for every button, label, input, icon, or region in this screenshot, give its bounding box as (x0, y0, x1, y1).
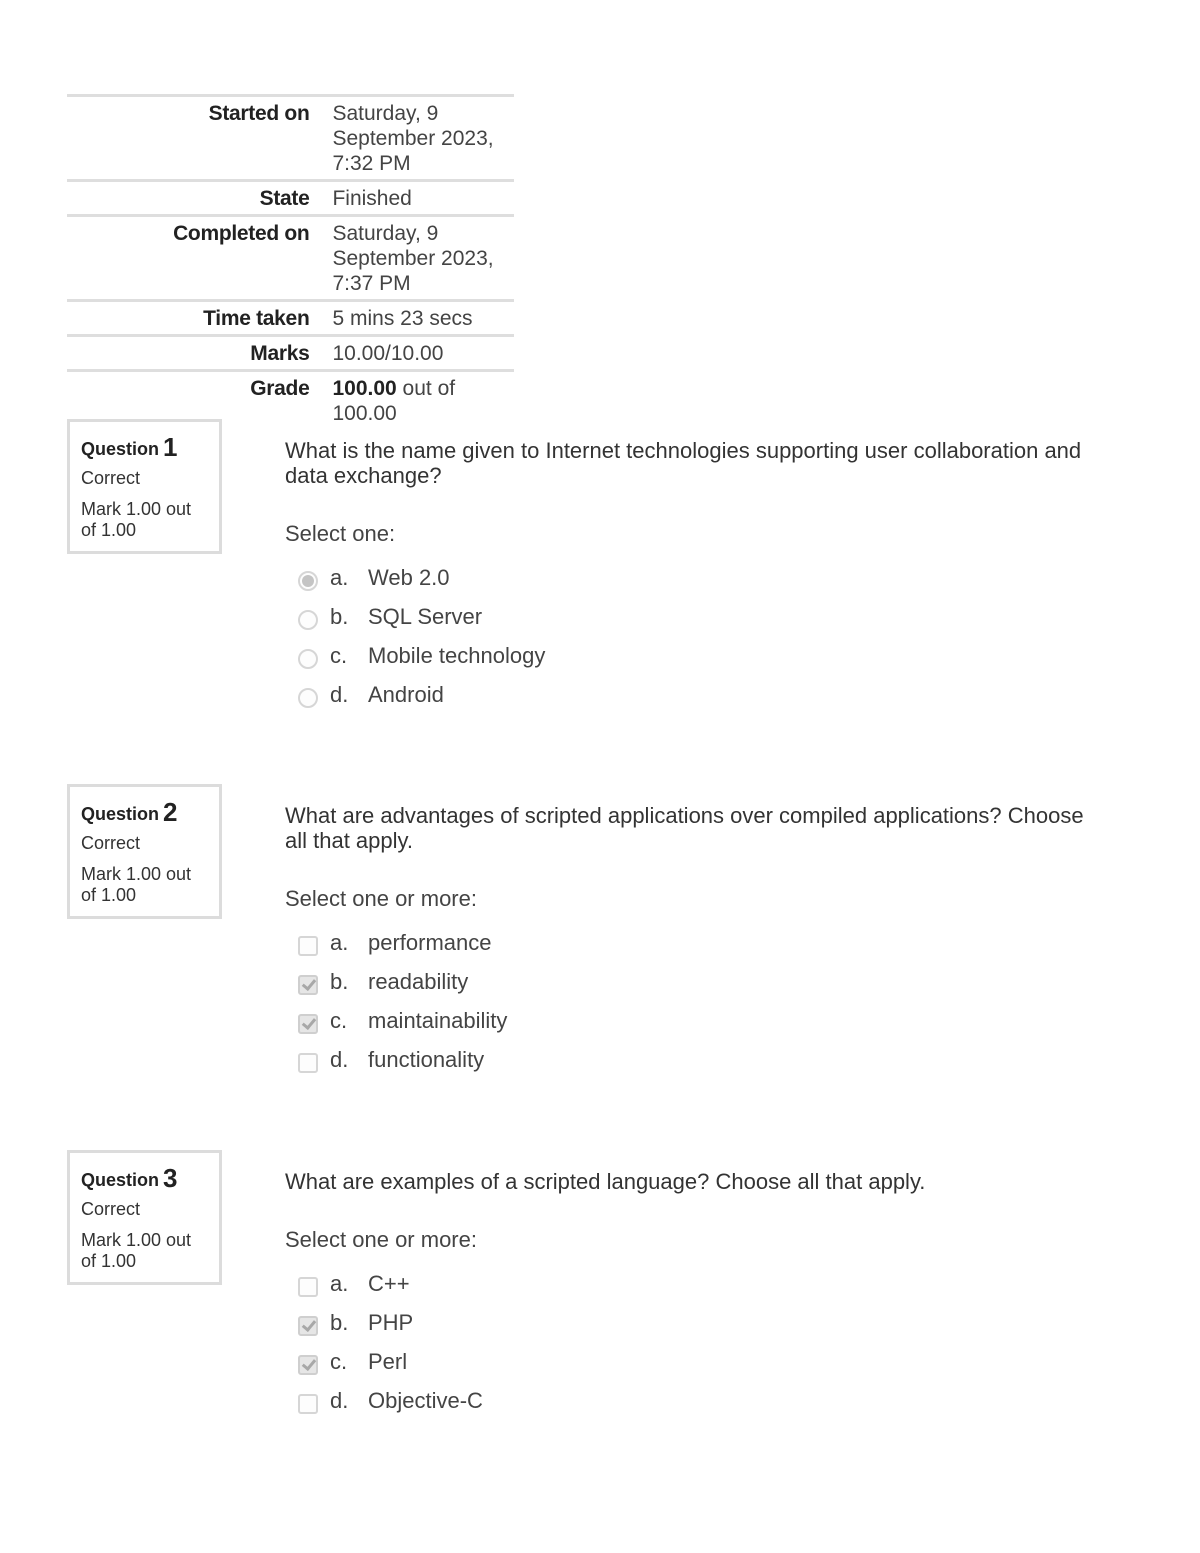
summary-row-time-taken (67, 301, 514, 336)
answer-option-d[interactable] (285, 675, 1105, 714)
answer-letter: c. (330, 1007, 348, 1033)
question-label: Question (81, 439, 160, 459)
answer-letter: b. (330, 603, 349, 629)
question-text: What are examples of a scripted language? Choose all that apply. (285, 1169, 926, 1194)
question-prompt: Select one or more: (285, 886, 477, 911)
checkbox[interactable] (298, 1394, 318, 1414)
answer-letter: c. (330, 1348, 348, 1374)
answer-list (285, 558, 1105, 714)
summary-label: Started on (208, 102, 310, 125)
question-prompt: Select one: (285, 521, 396, 546)
answer-text: performance (368, 929, 492, 955)
summary-value: 5 mins 23 secs (332, 307, 473, 330)
summary-row-started (67, 96, 514, 181)
summary-value: 10.00/10.00 (332, 342, 444, 365)
summary-row-completed (67, 216, 514, 301)
answer-text: C++ (368, 1270, 410, 1296)
checkbox-checked[interactable] (298, 1014, 318, 1034)
answer-option-b[interactable] (285, 962, 1105, 1001)
question-grade: Mark 1.00 out of 1.00 (81, 864, 192, 905)
question-number: 1 (163, 432, 178, 462)
answer-letter: a. (330, 929, 349, 955)
radio-button-checked[interactable] (298, 571, 318, 591)
summary-label: Completed on (173, 222, 310, 245)
answer-letter: d. (330, 1387, 349, 1413)
answer-text: Mobile technology (368, 642, 546, 668)
question-info-box (67, 419, 222, 554)
summary-row-marks (67, 336, 514, 371)
checkbox-checked[interactable] (298, 1355, 318, 1375)
answer-option-b[interactable] (285, 1303, 1105, 1342)
radio-button[interactable] (298, 610, 318, 630)
answer-letter: d. (330, 681, 349, 707)
answer-letter: d. (330, 1046, 349, 1072)
answer-text: Perl (368, 1348, 408, 1374)
question-content (285, 1169, 1105, 1420)
question-info-box (67, 1150, 222, 1285)
answer-option-a[interactable] (285, 558, 1105, 597)
question-number: 3 (163, 1163, 178, 1193)
answer-option-c[interactable] (285, 1342, 1105, 1381)
answer-letter: c. (330, 642, 348, 668)
question-info-box (67, 784, 222, 919)
question-label: Question (81, 804, 160, 824)
question-title (81, 799, 208, 826)
answer-text: Android (368, 681, 444, 707)
answer-list (285, 1264, 1105, 1420)
question-label: Question (81, 1170, 160, 1190)
question-grade: Mark 1.00 out of 1.00 (81, 1230, 192, 1271)
answer-letter: a. (330, 564, 349, 590)
summary-label: Grade (250, 377, 310, 400)
checkbox-checked[interactable] (298, 975, 318, 995)
answer-text: maintainability (368, 1007, 508, 1033)
grade-score: 100.00 (332, 377, 397, 400)
question-state: Correct (81, 1199, 141, 1219)
radio-button[interactable] (298, 688, 318, 708)
summary-value (332, 371, 514, 430)
radio-button[interactable] (298, 649, 318, 669)
checkbox[interactable] (298, 1053, 318, 1073)
summary-value: Finished (332, 187, 412, 210)
answer-list (285, 923, 1105, 1079)
grade-out-of: out of 100.00 (332, 377, 456, 425)
answer-letter: a. (330, 1270, 349, 1296)
answer-text: functionality (368, 1046, 485, 1072)
question-title (81, 434, 208, 461)
answer-letter: b. (330, 968, 349, 994)
answer-text: readability (368, 968, 469, 994)
question-state: Correct (81, 468, 141, 488)
attempt-summary-table (67, 94, 514, 429)
answer-option-a[interactable] (285, 1264, 1105, 1303)
question-state: Correct (81, 833, 141, 853)
answer-option-b[interactable] (285, 597, 1105, 636)
answer-text: Web 2.0 (368, 564, 450, 590)
question-title (81, 1165, 208, 1192)
answer-option-d[interactable] (285, 1040, 1105, 1079)
checkbox[interactable] (298, 1277, 318, 1297)
summary-row-state (67, 181, 514, 216)
question-grade: Mark 1.00 out of 1.00 (81, 499, 192, 540)
summary-label: State (259, 187, 310, 210)
answer-text: Objective-C (368, 1387, 483, 1413)
answer-text: PHP (368, 1309, 414, 1335)
answer-text: SQL Server (368, 603, 483, 629)
question-text: What is the name given to Internet technologies supporting user collaboration and data exchange? (285, 438, 1082, 488)
question-content (285, 438, 1105, 714)
answer-option-c[interactable] (285, 636, 1105, 675)
answer-option-d[interactable] (285, 1381, 1105, 1420)
answer-option-c[interactable] (285, 1001, 1105, 1040)
summary-value: Saturday, 9 September 2023, 7:32 PM (332, 102, 494, 175)
summary-label: Time taken (203, 307, 310, 330)
checkbox-checked[interactable] (298, 1316, 318, 1336)
checkbox[interactable] (298, 936, 318, 956)
summary-value: Saturday, 9 September 2023, 7:37 PM (332, 222, 494, 295)
question-text: What are advantages of scripted applications over compiled applications? Choose all that apply. (285, 803, 1084, 853)
question-prompt: Select one or more: (285, 1227, 477, 1252)
question-number: 2 (163, 797, 178, 827)
answer-letter: b. (330, 1309, 349, 1335)
answer-option-a[interactable] (285, 923, 1105, 962)
summary-label: Marks (250, 342, 310, 365)
question-content (285, 803, 1105, 1079)
